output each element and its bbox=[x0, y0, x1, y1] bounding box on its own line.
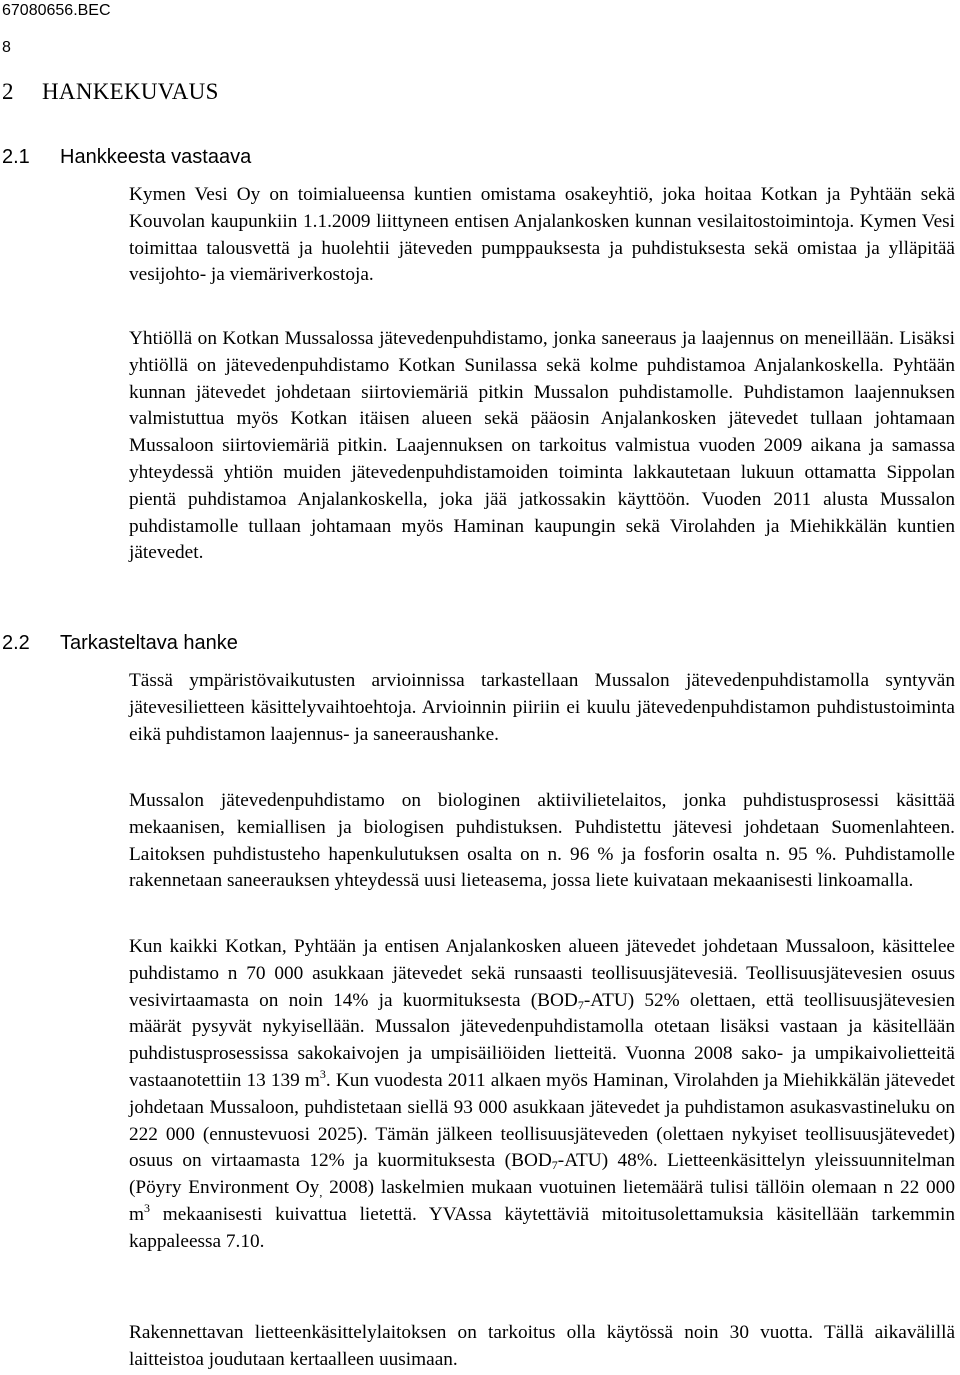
paragraph: Tässä ympäristövaikutusten arvioinnissa tarkastellaan Mussalon jätevedenpuhdistamolla syntyvän jätevesilietteen käsittelyvaihtoehtoja. Arvioinnin piiriin ei kuulu jätevedenpuhdistamon puhdistustoiminta eikä puhdistamon laajennus- ja saneeraushanke. bbox=[129, 670, 955, 745]
page-number: 8 bbox=[2, 39, 11, 56]
superscript: 3 bbox=[144, 1200, 150, 1215]
subscript: 7 bbox=[577, 997, 584, 1012]
text-run: -ATU) 48%. Lietteenkäsittelyn yleissuunnitelman (Pöyry Environment Oy bbox=[129, 1150, 955, 1199]
section-heading bbox=[2, 78, 219, 106]
subscript: 7 bbox=[551, 1158, 558, 1173]
subsection-number: 2.1 bbox=[2, 146, 30, 168]
text-run: Kun kaikki Kotkan, Pyhtään ja entisen Anjalankosken alueen jätevedet johdetaan Mussaloon, käsittelee puhdistamo n 70 000 asukkaan jätevedet sekä runsaasti teollisuusjätevesiä. Teollisuusjätevesien osuus vesivirtaamasta on noin 14% ja kuormituksesta (BOD bbox=[129, 936, 955, 1011]
superscript: 3 bbox=[319, 1066, 326, 1081]
subsection-heading-2-2 bbox=[2, 631, 238, 655]
section-number: 2 bbox=[2, 79, 14, 104]
subscript: , bbox=[319, 1185, 323, 1200]
text-run: -ATU) 52% olettaen, että teollisuusjätevesien määrät pysyvät nykyisellään. Mussalon jätevedenpuhdistamolla otetaan lisäksi vastaan ja käsitellään puhdistusprosessissa sakokaivojen ja umpisäiliöiden lietteitä. Vuonna 2008 sako- ja umpikaivolietteitä vastaanotettiin 13 139 m bbox=[129, 989, 955, 1091]
paragraph: Mussalon jätevedenpuhdistamo on biologinen aktiivilietelaitos, jonka puhdistusprosessi käsittää mekaanisen, kemiallisen ja biologisen puhdistuksen. Puhdistettu jätevesi johdetaan Suomenlahteen. Laitoksen puhdistusteho hapenkulutuksen osalta on n. 96 % ja fosforin osalta n. 95 %. Puhdistamolle rakennetaan saneerauksen yhteydessä uusi lieteasema, jossa liete kuivataan mekaanisesti linkoamalla. bbox=[129, 790, 955, 892]
text-run: 2008) laskelmien mukaan vuotuinen lietemäärä tulisi tällöin olemaan n 22 000 m bbox=[129, 1177, 955, 1225]
subsection-title: Hankkeesta vastaava bbox=[60, 146, 252, 168]
paragraph: Rakennettavan lietteenkäsittelylaitoksen on tarkoitus olla käytössä noin 30 vuotta. Tällä aikavälillä laitteistoa joudutaan kertaalleen uusimaan. bbox=[129, 1322, 955, 1370]
subsection-title: Tarkasteltava hanke bbox=[60, 632, 238, 654]
subsection-heading-2-1 bbox=[2, 145, 251, 169]
text-run: . Kun vuodesta 2011 alkaen myös Haminan, Virolahden ja Miehikkälän jätevedet johdetaan Mussaloon, puhdistetaan siellä 93 000 asukkaan jätevedet ja puhdistamon asukasvastineluku on 222 000 (ennustevuosi 2025). Tämän jälkeen teollisuusjäteveden (olettaen nykyiset teollisuusjätevedet) osuus on virtaamasta 12% ja kuormituksesta (BOD bbox=[129, 1069, 955, 1172]
subsection-number: 2.2 bbox=[2, 632, 30, 654]
text-run: mekaanisesti kuivattua lietettä. YVAssa käytettäviä mitoitusolettamuksia käsitellään tarkemmin kappaleessa 7.10. bbox=[129, 1203, 955, 1252]
paragraph bbox=[129, 934, 955, 1256]
section-title: HANKEKUVAUS bbox=[42, 79, 219, 104]
document-id: 67080656.BEC bbox=[2, 2, 111, 19]
paragraph: Kymen Vesi Oy on toimialueensa kuntien omistama osakeyhtiö, joka hoitaa Kotkan ja Pyhtään sekä Kouvolan kaupunkiin 1.1.2009 liittyneen entisen Anjalankosken kunnan vesilaitostoimintoja. Kymen Vesi toimittaa talousvettä ja huolehtii jäteveden pumppauksesta ja puhdistuksesta sekä omistaa ja ylläpitää vesijohto- ja viemäriverkostoja. bbox=[129, 184, 955, 286]
paragraph: Yhtiöllä on Kotkan Mussalossa jätevedenpuhdistamo, jonka saneeraus ja laajennus on meneillään. Lisäksi yhtiöllä on jätevedenpuhdistamo Kotkan Sunilassa sekä kolme puhdistamoa Anjalankoskella. Pyhtään kunnan jätevedet johdetaan siirtoviemäriä pitkin Mussalon puhdistamolle. Puhdistamon laajennuksen valmistuttua myös Kotkan itäisen alueen sekä pääosin Anjalankosken jätevedet tullaan johtamaan Mussaloon siirtoviemäriä pitkin. Laajennuksen on tarkoitus valmistua vuoden 2009 aikana ja samassa yhteydessä yhtiön muiden jätevedenpuhdistamoiden toiminta lakkautetaan lukuun ottamatta Sippolan pientä puhdistamoa Anjalankoskella, joka jää jatkossakin käyttöön. Vuoden 2011 alusta Mussalon puhdistamolle tullaan johtamaan myös Haminan kaupungin sekä Virolahden ja Miehikkälän kuntien jätevedet. bbox=[129, 328, 955, 564]
